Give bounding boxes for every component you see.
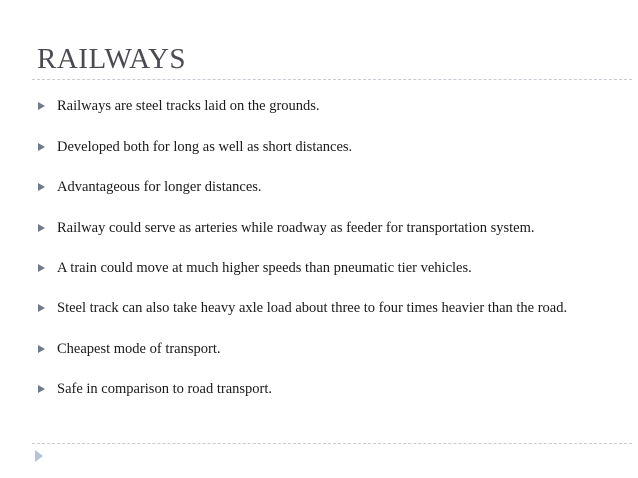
bullet-item (0, 178, 630, 198)
bullet-text: Advantageous for longer distances. (57, 179, 262, 195)
bullet-text: Steel track can also take heavy axle load about three to four times heavier than the road. (57, 300, 568, 316)
bullet-item (0, 259, 630, 279)
triangle-bullet-icon (38, 385, 45, 393)
bullet-item (0, 340, 630, 360)
triangle-bullet-icon (38, 102, 45, 110)
triangle-bullet-icon (38, 304, 45, 312)
bullet-text: A train could move at much higher speeds than pneumatic tier vehicles. (57, 260, 472, 276)
triangle-bullet-icon (38, 183, 45, 191)
title-divider (32, 79, 632, 80)
footer-divider (32, 443, 632, 444)
bullet-item (0, 97, 630, 117)
bullet-item (0, 299, 630, 319)
bullet-item (0, 219, 630, 239)
triangle-bullet-icon (38, 143, 45, 151)
bullet-text: Railway could serve as arteries while roadway as feeder for transportation system. (57, 220, 535, 236)
bullet-item (0, 380, 630, 400)
bullet-text: Safe in comparison to road transport. (57, 381, 273, 397)
bullet-text: Railways are steel tracks laid on the grounds. (57, 98, 320, 114)
triangle-bullet-icon (38, 264, 45, 272)
bullet-text: Cheapest mode of transport. (57, 341, 221, 357)
slide-title: RAILWAYS (37, 43, 187, 75)
triangle-bullet-icon (38, 345, 45, 353)
bullet-text: Developed both for long as well as short distances. (57, 139, 353, 155)
bullet-item (0, 138, 630, 158)
triangle-bullet-icon (38, 224, 45, 232)
triangle-corner-icon (35, 450, 43, 462)
